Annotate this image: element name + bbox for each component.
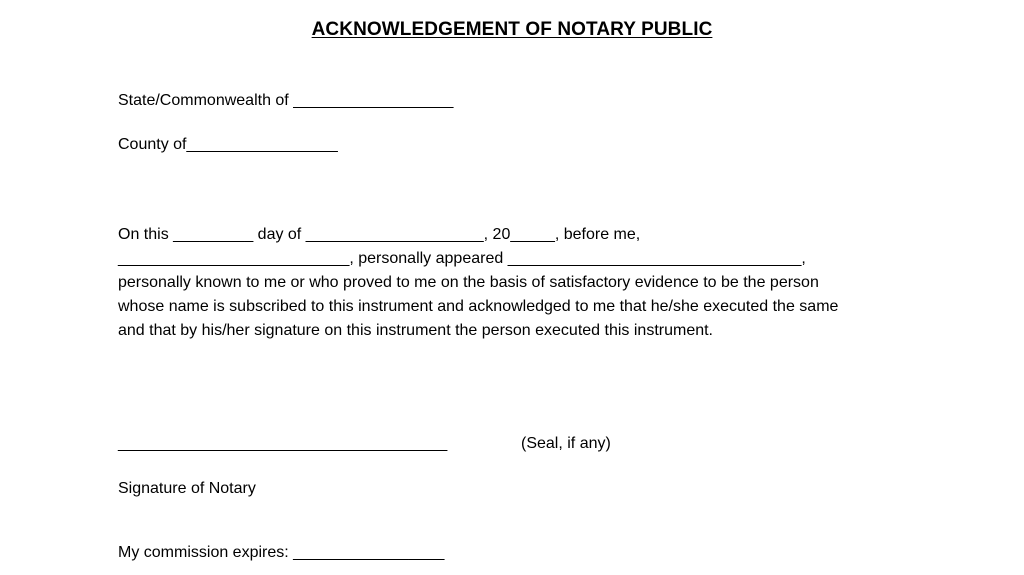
paragraph-line: __________________________, personally appeared _________________________________, xyxy=(118,250,806,267)
commission-expires-line: My commission expires: _________________ xyxy=(118,544,445,561)
paragraph-line: On this _________ day of ____________________, 20_____, before me, xyxy=(118,226,641,243)
state-commonwealth-line: State/Commonwealth of __________________ xyxy=(118,92,454,109)
paragraph-line: whose name is subscribed to this instrument and acknowledged to me that he/she executed the same xyxy=(118,298,839,315)
signature-of-notary-label: Signature of Notary xyxy=(118,480,256,497)
acknowledgement-paragraph xyxy=(118,223,908,343)
document-title: ACKNOWLEDGEMENT OF NOTARY PUBLIC xyxy=(311,19,713,40)
seal-label: (Seal, if any) xyxy=(521,435,611,452)
county-line: County of_________________ xyxy=(118,136,338,153)
paragraph-line: and that by his/her signature on this instrument the person executed this instrument. xyxy=(118,322,713,339)
paragraph-line: personally known to me or who proved to me on the basis of satisfactory evidence to be the person xyxy=(118,274,819,291)
notary-signature-blank: _____________________________________ xyxy=(118,435,448,452)
